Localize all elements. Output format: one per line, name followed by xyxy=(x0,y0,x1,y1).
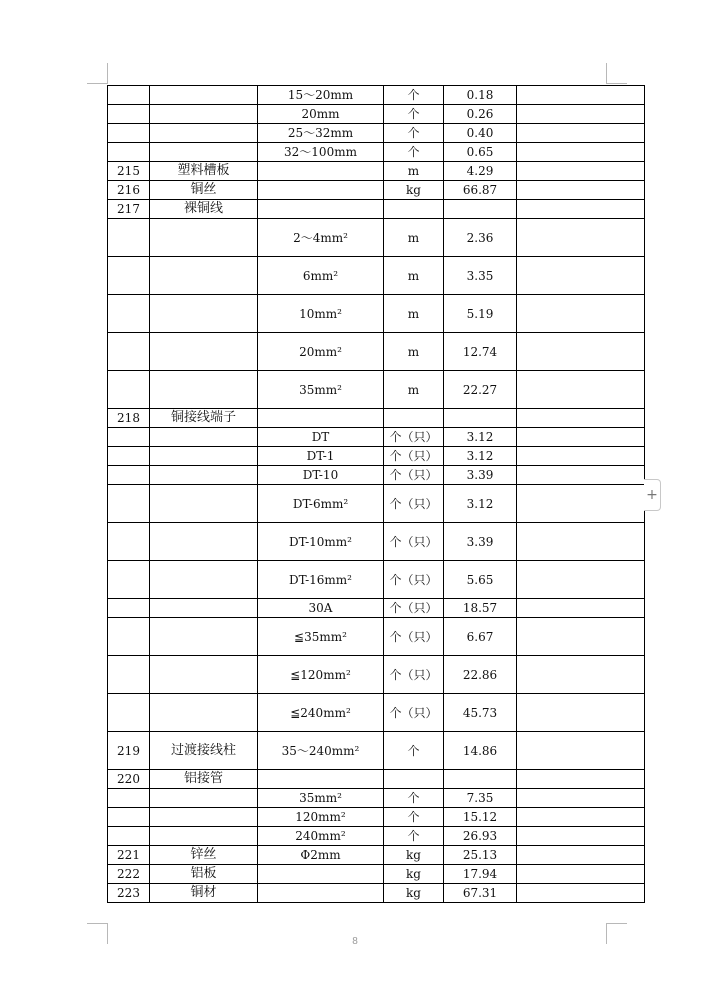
item-number-cell xyxy=(108,694,150,732)
item-price-cell: 3.12 xyxy=(444,485,517,523)
item-price-cell: 66.87 xyxy=(444,181,517,200)
item-note-cell xyxy=(517,447,645,466)
item-unit-cell: m xyxy=(384,333,444,371)
item-price-cell: 26.93 xyxy=(444,827,517,846)
item-spec-cell xyxy=(258,884,384,903)
item-number-cell xyxy=(108,789,150,808)
item-name-cell xyxy=(150,143,258,162)
item-spec-cell xyxy=(258,181,384,200)
item-spec-cell: ≦240mm² xyxy=(258,694,384,732)
table-row xyxy=(108,599,645,618)
item-name-cell: 铜材 xyxy=(150,884,258,903)
item-price-cell: 0.40 xyxy=(444,124,517,143)
item-spec-cell xyxy=(258,770,384,789)
item-unit-cell: 个（只） xyxy=(384,656,444,694)
item-spec-cell xyxy=(258,409,384,428)
item-number-cell xyxy=(108,86,150,105)
item-price-cell: 3.12 xyxy=(444,428,517,447)
price-table-body xyxy=(108,86,645,903)
item-note-cell xyxy=(517,732,645,770)
item-price-cell: 6.67 xyxy=(444,618,517,656)
item-price-cell: 45.73 xyxy=(444,694,517,732)
item-unit-cell: kg xyxy=(384,865,444,884)
item-number-cell: 223 xyxy=(108,884,150,903)
table-row xyxy=(108,162,645,181)
item-note-cell xyxy=(517,333,645,371)
item-name-cell xyxy=(150,371,258,409)
page-number: 8 xyxy=(352,936,358,947)
item-note-cell xyxy=(517,181,645,200)
table-row xyxy=(108,789,645,808)
item-spec-cell: ≦35mm² xyxy=(258,618,384,656)
item-spec-cell: 120mm² xyxy=(258,808,384,827)
item-unit-cell: m xyxy=(384,162,444,181)
item-number-cell: 219 xyxy=(108,732,150,770)
item-name-cell: 锌丝 xyxy=(150,846,258,865)
item-price-cell: 18.57 xyxy=(444,599,517,618)
table-row xyxy=(108,846,645,865)
item-name-cell xyxy=(150,523,258,561)
item-number-cell: 215 xyxy=(108,162,150,181)
item-spec-cell: 2～4mm² xyxy=(258,219,384,257)
item-number-cell xyxy=(108,124,150,143)
item-number-cell xyxy=(108,333,150,371)
crop-mark-top-right xyxy=(606,63,627,84)
item-note-cell xyxy=(517,124,645,143)
item-spec-cell xyxy=(258,865,384,884)
table-row xyxy=(108,295,645,333)
item-note-cell xyxy=(517,561,645,599)
item-number-cell: 218 xyxy=(108,409,150,428)
item-name-cell xyxy=(150,428,258,447)
item-note-cell xyxy=(517,257,645,295)
item-note-cell xyxy=(517,523,645,561)
item-number-cell xyxy=(108,105,150,124)
item-name-cell xyxy=(150,789,258,808)
crop-mark-bottom-left xyxy=(87,923,108,944)
item-name-cell xyxy=(150,219,258,257)
item-price-cell xyxy=(444,409,517,428)
table-row xyxy=(108,618,645,656)
item-note-cell xyxy=(517,599,645,618)
item-price-cell: 3.35 xyxy=(444,257,517,295)
item-price-cell: 5.65 xyxy=(444,561,517,599)
item-price-cell: 15.12 xyxy=(444,808,517,827)
item-name-cell: 过渡接线柱 xyxy=(150,732,258,770)
crop-mark-bottom-right xyxy=(606,923,627,944)
item-price-cell: 3.39 xyxy=(444,466,517,485)
item-price-cell: 14.86 xyxy=(444,732,517,770)
price-table xyxy=(107,85,645,903)
item-unit-cell: 个（只） xyxy=(384,485,444,523)
item-unit-cell xyxy=(384,409,444,428)
item-note-cell xyxy=(517,770,645,789)
item-note-cell xyxy=(517,428,645,447)
table-row xyxy=(108,808,645,827)
item-name-cell xyxy=(150,257,258,295)
item-note-cell xyxy=(517,656,645,694)
item-name-cell: 铝板 xyxy=(150,865,258,884)
table-row xyxy=(108,732,645,770)
item-unit-cell: 个 xyxy=(384,124,444,143)
item-name-cell xyxy=(150,447,258,466)
item-spec-cell: DT-10mm² xyxy=(258,523,384,561)
table-row xyxy=(108,561,645,599)
item-note-cell xyxy=(517,694,645,732)
item-note-cell xyxy=(517,409,645,428)
item-price-cell: 25.13 xyxy=(444,846,517,865)
item-spec-cell xyxy=(258,162,384,181)
item-name-cell: 铝接管 xyxy=(150,770,258,789)
item-note-cell xyxy=(517,162,645,181)
item-number-cell xyxy=(108,295,150,333)
item-spec-cell: DT-16mm² xyxy=(258,561,384,599)
item-number-cell xyxy=(108,466,150,485)
item-spec-cell: DT-10 xyxy=(258,466,384,485)
item-unit-cell: 个（只） xyxy=(384,618,444,656)
item-name-cell xyxy=(150,618,258,656)
item-price-cell: 3.12 xyxy=(444,447,517,466)
item-note-cell xyxy=(517,827,645,846)
item-note-cell xyxy=(517,865,645,884)
item-name-cell xyxy=(150,333,258,371)
item-number-cell: 217 xyxy=(108,200,150,219)
item-name-cell xyxy=(150,295,258,333)
item-name-cell xyxy=(150,827,258,846)
item-note-cell xyxy=(517,789,645,808)
item-name-cell xyxy=(150,466,258,485)
item-spec-cell: 35mm² xyxy=(258,371,384,409)
item-note-cell xyxy=(517,884,645,903)
item-note-cell xyxy=(517,371,645,409)
item-unit-cell: m xyxy=(384,257,444,295)
table-row xyxy=(108,105,645,124)
table-row xyxy=(108,200,645,219)
item-note-cell xyxy=(517,485,645,523)
item-name-cell xyxy=(150,105,258,124)
item-price-cell: 0.26 xyxy=(444,105,517,124)
item-spec-cell: 25～32mm xyxy=(258,124,384,143)
item-unit-cell: 个 xyxy=(384,789,444,808)
table-row xyxy=(108,333,645,371)
item-note-cell xyxy=(517,808,645,827)
item-note-cell xyxy=(517,200,645,219)
item-unit-cell: 个（只） xyxy=(384,447,444,466)
table-row xyxy=(108,86,645,105)
item-price-cell xyxy=(444,200,517,219)
item-name-cell: 铜丝 xyxy=(150,181,258,200)
item-price-cell: 22.27 xyxy=(444,371,517,409)
item-name-cell: 塑料槽板 xyxy=(150,162,258,181)
item-number-cell xyxy=(108,561,150,599)
item-note-cell xyxy=(517,105,645,124)
item-unit-cell: 个 xyxy=(384,143,444,162)
item-unit-cell xyxy=(384,200,444,219)
item-spec-cell: ≦120mm² xyxy=(258,656,384,694)
item-name-cell xyxy=(150,656,258,694)
item-number-cell: 222 xyxy=(108,865,150,884)
item-unit-cell: kg xyxy=(384,181,444,200)
item-unit-cell: kg xyxy=(384,884,444,903)
item-number-cell xyxy=(108,485,150,523)
item-price-cell: 4.29 xyxy=(444,162,517,181)
item-number-cell xyxy=(108,428,150,447)
item-spec-cell: 35mm² xyxy=(258,789,384,808)
item-price-cell: 3.39 xyxy=(444,523,517,561)
item-unit-cell: m xyxy=(384,219,444,257)
item-unit-cell: 个 xyxy=(384,732,444,770)
item-number-cell xyxy=(108,371,150,409)
item-price-cell: 22.86 xyxy=(444,656,517,694)
item-price-cell: 0.65 xyxy=(444,143,517,162)
crop-mark-top-left xyxy=(87,63,108,84)
table-row xyxy=(108,865,645,884)
item-number-cell xyxy=(108,143,150,162)
item-number-cell: 220 xyxy=(108,770,150,789)
table-row xyxy=(108,485,645,523)
table-row xyxy=(108,428,645,447)
item-note-cell xyxy=(517,295,645,333)
item-name-cell xyxy=(150,599,258,618)
item-price-cell: 5.19 xyxy=(444,295,517,333)
item-unit-cell xyxy=(384,770,444,789)
item-spec-cell: Φ2mm xyxy=(258,846,384,865)
item-unit-cell: m xyxy=(384,295,444,333)
item-number-cell xyxy=(108,599,150,618)
table-row xyxy=(108,656,645,694)
table-row xyxy=(108,770,645,789)
item-number-cell xyxy=(108,618,150,656)
item-note-cell xyxy=(517,618,645,656)
item-unit-cell: 个（只） xyxy=(384,694,444,732)
item-unit-cell: 个（只） xyxy=(384,599,444,618)
item-name-cell xyxy=(150,694,258,732)
table-row xyxy=(108,523,645,561)
item-price-cell: 0.18 xyxy=(444,86,517,105)
item-name-cell xyxy=(150,808,258,827)
table-row xyxy=(108,143,645,162)
item-price-cell: 12.74 xyxy=(444,333,517,371)
table-row xyxy=(108,466,645,485)
table-row xyxy=(108,124,645,143)
item-note-cell xyxy=(517,846,645,865)
item-number-cell: 221 xyxy=(108,846,150,865)
item-spec-cell xyxy=(258,200,384,219)
item-number-cell xyxy=(108,447,150,466)
item-number-cell xyxy=(108,808,150,827)
table-row xyxy=(108,447,645,466)
item-unit-cell: 个（只） xyxy=(384,561,444,599)
item-spec-cell: 10mm² xyxy=(258,295,384,333)
item-spec-cell: 20mm² xyxy=(258,333,384,371)
table-row xyxy=(108,694,645,732)
table-row xyxy=(108,181,645,200)
item-unit-cell: 个 xyxy=(384,808,444,827)
item-price-cell: 2.36 xyxy=(444,219,517,257)
item-spec-cell: 30A xyxy=(258,599,384,618)
table-row xyxy=(108,884,645,903)
item-note-cell xyxy=(517,143,645,162)
item-spec-cell: DT-1 xyxy=(258,447,384,466)
item-price-cell xyxy=(444,770,517,789)
item-name-cell xyxy=(150,124,258,143)
item-name-cell: 铜接线端子 xyxy=(150,409,258,428)
item-name-cell xyxy=(150,561,258,599)
item-name-cell xyxy=(150,86,258,105)
item-unit-cell: kg xyxy=(384,846,444,865)
item-price-cell: 7.35 xyxy=(444,789,517,808)
item-number-cell xyxy=(108,219,150,257)
item-unit-cell: 个 xyxy=(384,86,444,105)
item-spec-cell: 32～100mm xyxy=(258,143,384,162)
table-row xyxy=(108,257,645,295)
item-spec-cell: 240mm² xyxy=(258,827,384,846)
item-price-cell: 67.31 xyxy=(444,884,517,903)
table-row xyxy=(108,219,645,257)
item-note-cell xyxy=(517,219,645,257)
item-unit-cell: 个（只） xyxy=(384,428,444,447)
item-spec-cell: 15～20mm xyxy=(258,86,384,105)
item-number-cell: 216 xyxy=(108,181,150,200)
item-spec-cell: 35～240mm² xyxy=(258,732,384,770)
item-spec-cell: 20mm xyxy=(258,105,384,124)
item-number-cell xyxy=(108,523,150,561)
item-unit-cell: 个（只） xyxy=(384,466,444,485)
item-number-cell xyxy=(108,656,150,694)
item-note-cell xyxy=(517,466,645,485)
item-spec-cell: DT-6mm² xyxy=(258,485,384,523)
item-note-cell xyxy=(517,86,645,105)
item-spec-cell: DT xyxy=(258,428,384,447)
item-unit-cell: 个（只） xyxy=(384,523,444,561)
expand-panel-button[interactable]: + xyxy=(644,479,661,511)
item-name-cell xyxy=(150,485,258,523)
item-unit-cell: m xyxy=(384,371,444,409)
item-unit-cell: 个 xyxy=(384,827,444,846)
item-unit-cell: 个 xyxy=(384,105,444,124)
item-spec-cell: 6mm² xyxy=(258,257,384,295)
item-number-cell xyxy=(108,257,150,295)
table-row xyxy=(108,409,645,428)
item-price-cell: 17.94 xyxy=(444,865,517,884)
table-row xyxy=(108,827,645,846)
table-row xyxy=(108,371,645,409)
item-number-cell xyxy=(108,827,150,846)
item-name-cell: 裸铜线 xyxy=(150,200,258,219)
